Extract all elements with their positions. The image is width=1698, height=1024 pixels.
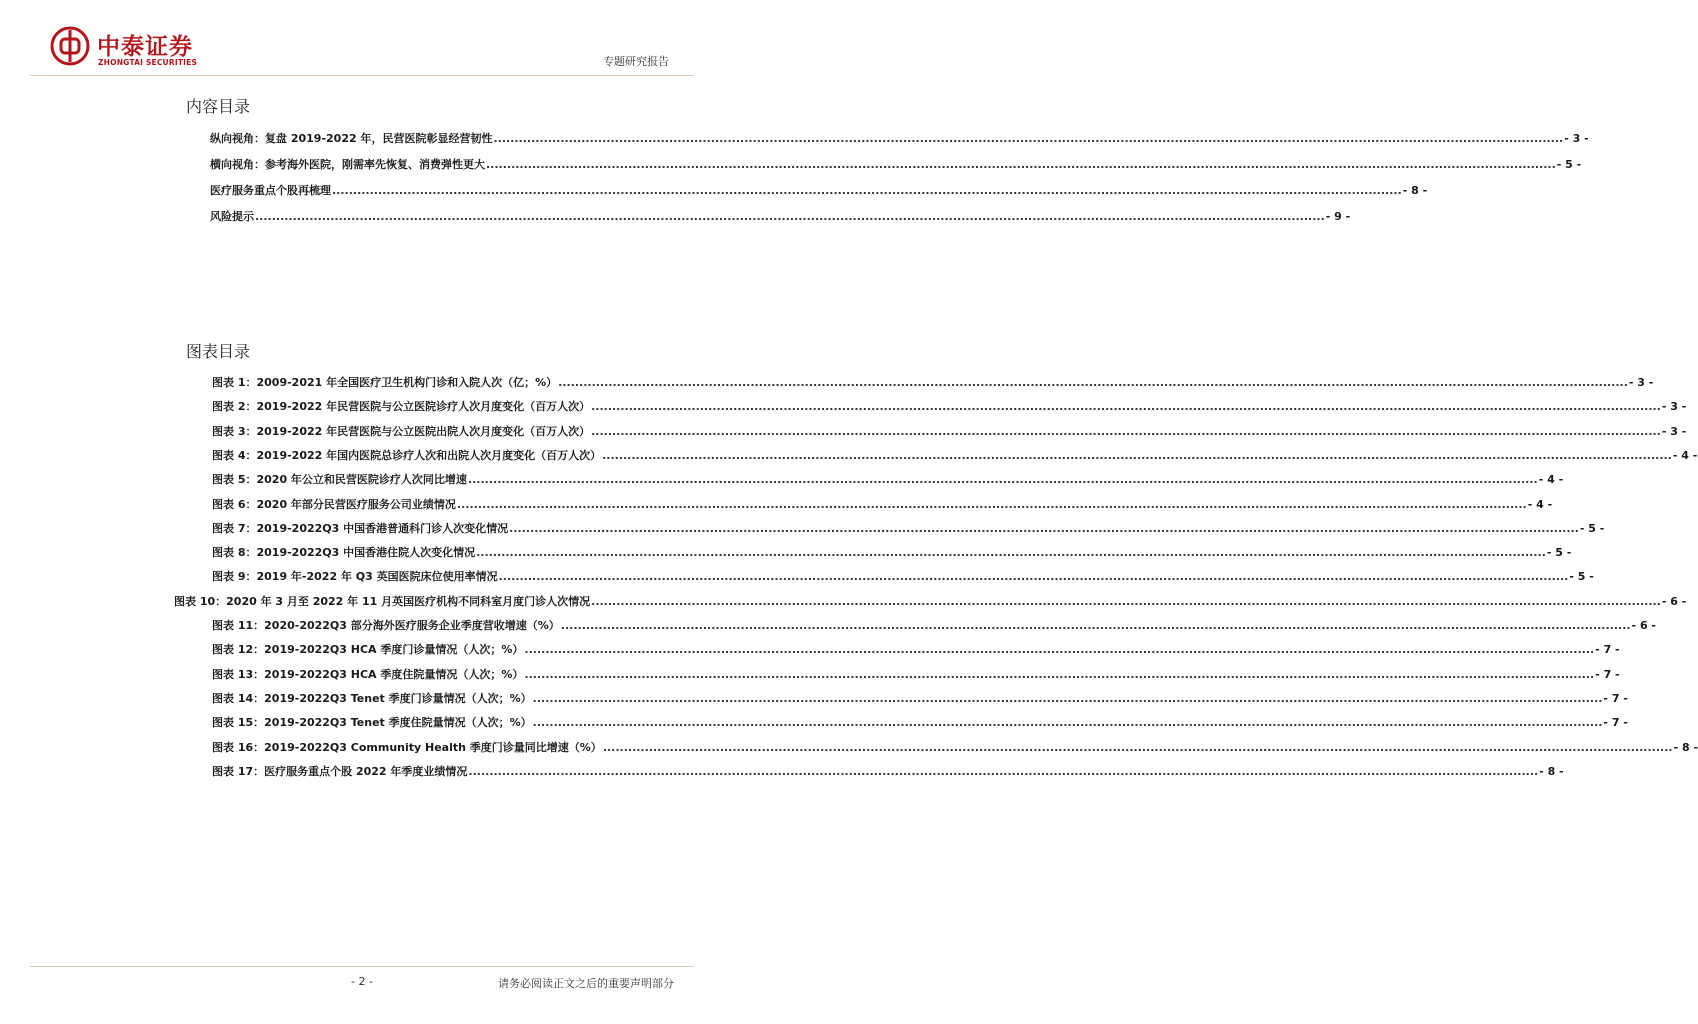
figure-item-page: - 7 -: [1603, 716, 1628, 730]
logo-text-en: ZHONGTAI SECURITIES: [98, 58, 198, 67]
figure-item-page: - 8 -: [1539, 764, 1564, 778]
figure-item[interactable]: [212, 423, 1687, 443]
figure-item-label: 图表 10：2020 年 3 月至 2022 年 11 月英国医疗机构不同科室月度门诊人次情况: [174, 594, 591, 608]
toc-item-label: 风险提示: [210, 210, 254, 223]
dot-leader: [468, 765, 1538, 778]
dot-leader: [591, 425, 1661, 438]
figure-item[interactable]: [212, 447, 1698, 467]
figure-item-page: - 7 -: [1595, 643, 1620, 657]
dot-leader: [591, 400, 1661, 413]
dot-leader: [255, 210, 1325, 223]
dot-leader: [524, 643, 1594, 656]
figure-item-page: - 4 -: [1672, 448, 1698, 462]
logo-text-cn: 中泰证券: [97, 34, 193, 60]
toc-item-page: - 8 -: [1402, 184, 1428, 197]
figure-item-label: 图表 13：2019-2022Q3 HCA 季度住院量情况（人次；%）: [212, 667, 524, 681]
figure-item[interactable]: [174, 593, 1687, 613]
figure-item-label: 图表 8：2019-2022Q3 中国香港住院人次变化情况: [212, 546, 476, 560]
header-divider: [30, 75, 694, 76]
figure-item-page: - 5 -: [1579, 521, 1605, 535]
figure-item-page: - 5 -: [1546, 546, 1572, 560]
toc-item[interactable]: [210, 208, 1351, 228]
footer-disclaimer: 请务必阅读正文之后的重要声明部分: [498, 977, 674, 990]
figure-item-label: 图表 6：2020 年部分民营医疗服务公司业绩情况: [212, 497, 456, 511]
figure-item-label: 图表 11：2020-2022Q3 部分海外医疗服务企业季度营收增速（%）: [212, 619, 560, 632]
figure-item-label: 图表 1：2009-2021 年全国医疗卫生机构门诊和入院人次（亿；%）: [212, 376, 558, 389]
figure-item-page: - 7 -: [1595, 667, 1620, 681]
figure-item-page: - 7 -: [1603, 691, 1628, 705]
figure-item-page: - 8 -: [1673, 740, 1698, 754]
figure-item-label: 图表 7：2019-2022Q3 中国香港普通科门诊人次变化情况: [212, 521, 509, 535]
figure-item[interactable]: [212, 666, 1620, 686]
toc-item[interactable]: [210, 156, 1582, 176]
figure-item[interactable]: [212, 496, 1553, 516]
dot-leader: [602, 449, 1672, 462]
dot-leader: [524, 668, 1594, 681]
figure-item[interactable]: [212, 374, 1654, 394]
contents-title: 内容目录: [186, 97, 251, 116]
dot-leader: [332, 184, 1402, 197]
toc-item[interactable]: [210, 130, 1589, 150]
figure-item[interactable]: [212, 568, 1594, 588]
zhongtai-logo-icon: [50, 26, 90, 66]
dot-leader: [509, 522, 1579, 535]
figure-item-label: 图表 17：医疗服务重点个股 2022 年季度业绩情况: [212, 764, 468, 778]
report-type-label: 专题研究报告: [603, 55, 669, 68]
figure-item-label: 图表 4：2019-2022 年国内医院总诊疗人次和出院人次月度变化（百万人次）: [212, 448, 602, 462]
figure-item-label: 图表 9：2019 年-2022 年 Q3 英国医院床位使用率情况: [212, 570, 498, 584]
page-number: - 2 -: [351, 975, 373, 988]
figure-item-label: 图表 14：2019-2022Q3 Tenet 季度门诊量情况（人次；%）: [212, 691, 532, 705]
dot-leader: [457, 498, 1527, 511]
toc-item-page: - 9 -: [1325, 210, 1351, 223]
figure-item-page: - 4 -: [1527, 497, 1553, 511]
dot-leader: [486, 158, 1556, 171]
dot-leader: [499, 570, 1569, 583]
dot-leader: [493, 132, 1563, 145]
figure-item-label: 图表 16：2019-2022Q3 Community Health 季度门诊量同比增速（%）: [212, 740, 602, 754]
figure-item-page: - 6 -: [1661, 594, 1687, 608]
toc-item-label: 横向视角：参考海外医院，刚需率先恢复、消费弹性更大: [210, 158, 485, 171]
figures-title: 图表目录: [186, 342, 251, 361]
figure-item[interactable]: [212, 617, 1656, 637]
dot-leader: [476, 546, 1546, 559]
figure-item-page: - 3 -: [1661, 400, 1687, 414]
figure-item[interactable]: [212, 739, 1698, 759]
toc-item-label: 医疗服务重点个股再梳理: [210, 184, 331, 197]
dot-leader: [533, 692, 1603, 705]
dot-leader: [603, 741, 1673, 754]
figure-item[interactable]: [212, 471, 1564, 491]
figure-item-label: 图表 15：2019-2022Q3 Tenet 季度住院量情况（人次；%）: [212, 716, 532, 730]
figure-item-label: 图表 3：2019-2022 年民营医院与公立医院出院人次月度变化（百万人次）: [212, 424, 591, 438]
dot-leader: [533, 716, 1603, 729]
figure-item[interactable]: [212, 641, 1620, 661]
dot-leader: [561, 619, 1631, 632]
figure-item[interactable]: [212, 763, 1564, 783]
toc-item-page: - 3 -: [1564, 132, 1589, 145]
dot-leader: [558, 376, 1628, 389]
company-logo: [50, 26, 230, 72]
footer-divider: [30, 966, 694, 967]
figure-item[interactable]: [212, 544, 1572, 564]
figure-item-label: 图表 2：2019-2022 年民营医院与公立医院诊疗人次月度变化（百万人次）: [212, 400, 591, 414]
figure-item-label: 图表 12：2019-2022Q3 HCA 季度门诊量情况（人次；%）: [212, 643, 524, 657]
figure-item-page: - 3 -: [1661, 424, 1687, 438]
figure-item-label: 图表 5：2020 年公立和民营医院诊疗人次同比增速: [212, 473, 467, 487]
toc-item[interactable]: [210, 182, 1428, 202]
figure-item-page: - 3 -: [1628, 376, 1654, 389]
toc-item-label: 纵向视角：复盘 2019-2022 年，民营医院彰显经营韧性: [210, 132, 493, 145]
figure-item[interactable]: [212, 714, 1628, 734]
figure-item-page: - 6 -: [1631, 619, 1656, 632]
toc-item-page: - 5 -: [1556, 158, 1582, 171]
dot-leader: [591, 595, 1661, 608]
figure-item-page: - 5 -: [1569, 570, 1594, 584]
figure-item[interactable]: [212, 520, 1605, 540]
figure-item[interactable]: [212, 398, 1687, 418]
figure-item[interactable]: [212, 690, 1628, 710]
figure-item-page: - 4 -: [1538, 473, 1564, 487]
dot-leader: [468, 473, 1538, 486]
